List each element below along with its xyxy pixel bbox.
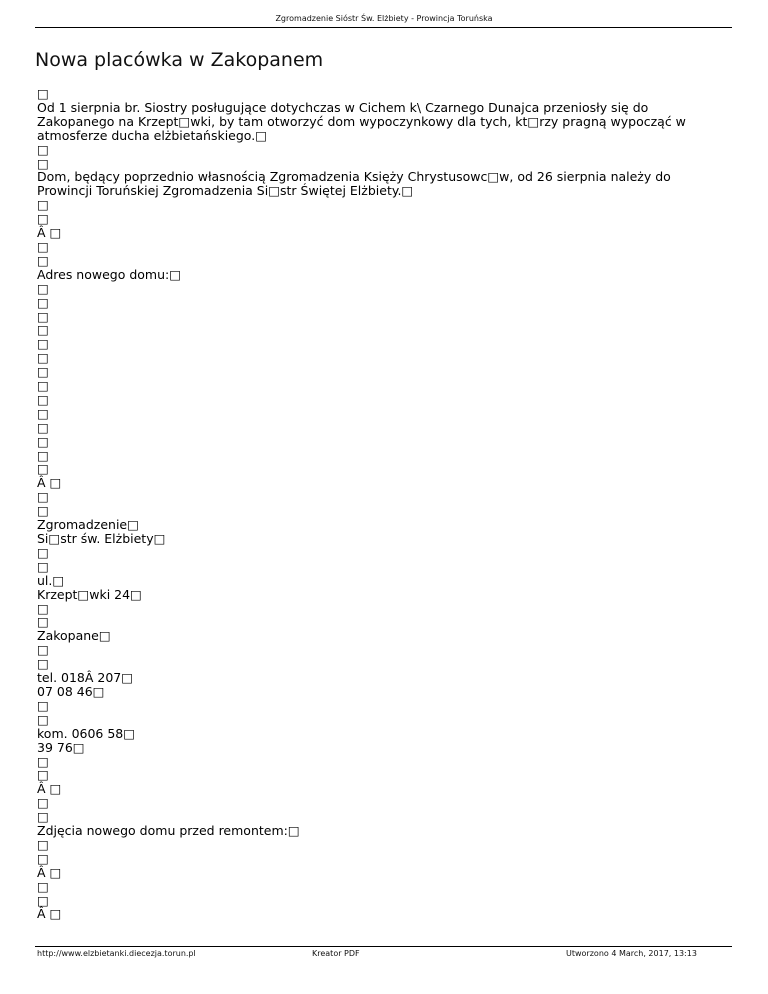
body-line: □ (37, 503, 49, 519)
body-line: Â □ (37, 906, 62, 922)
body-line: □ (37, 878, 49, 894)
body-line: □ (37, 419, 49, 435)
body-line: Zakopane□ (37, 628, 111, 644)
body-line: □ (37, 280, 49, 296)
body-line: □ (37, 211, 49, 227)
body-line: □ (37, 892, 49, 908)
body-line: □ (37, 155, 49, 171)
body-line: □ (37, 600, 49, 616)
body-line: □ (37, 391, 49, 407)
body-line: □ (37, 252, 49, 268)
body-line: □ (37, 308, 49, 324)
footer-generator: Kreator PDF (312, 949, 360, 958)
body-line: □ (37, 378, 49, 394)
body-line: tel. 018Â 207□ (37, 670, 134, 686)
body-line: □ (37, 544, 49, 560)
body-line: □ (37, 294, 49, 310)
footer-created-date: Utworzono 4 March, 2017, 13:13 (566, 949, 697, 958)
body-line: □ (37, 197, 49, 213)
body-line: □ (37, 767, 49, 783)
body-line: □ (37, 850, 49, 866)
body-line: Si□str św. Elżbiety□ (37, 531, 166, 546)
body-line: □ (37, 238, 49, 254)
body-line: □ (37, 86, 49, 101)
body-line: □ (37, 322, 49, 338)
body-line: □ (37, 433, 49, 449)
body-line: □ (37, 405, 49, 421)
body-line: Â □ (37, 475, 62, 491)
body-line: □ (37, 350, 49, 366)
body-line: Dom, będący poprzednio własnością Zgromadzenia Księży Chrystusowc□w, od 26 sierpnia należy do Prowincji Toruńskiej Zgromadzenia Si□str Świętej Elżbiety.□ (37, 169, 675, 199)
body-line: □ (37, 795, 49, 811)
body-line: □ (37, 614, 49, 630)
body-line: kom. 0606 58□ (37, 725, 136, 741)
body-line: □ (37, 656, 49, 672)
body-line: ul.□ (37, 572, 65, 588)
body-line: □ (37, 447, 49, 463)
body-line: Zdjęcia nowego domu przed remontem:□ (37, 823, 300, 839)
body-line: 07 08 46□ (37, 683, 105, 699)
body-line: □ (37, 364, 49, 380)
body-line: □ (37, 336, 49, 352)
body-line: □ (37, 642, 49, 658)
body-line: Â □ (37, 864, 62, 880)
article-title: Nowa placówka w Zakopanem (35, 48, 324, 71)
footer-url: http://www.elzbietanki.diecezja.torun.pl (37, 949, 196, 958)
body-line: □ (37, 836, 49, 852)
body-line: □ (37, 558, 49, 574)
body-line: Â □ (37, 781, 62, 797)
body-line: Krzept□wki 24□ (37, 586, 142, 602)
body-line: Od 1 sierpnia br. Siostry posługujące dotychczas w Cichem k\ Czarnego Dunajca przeniosły się do Zakopanego na Krzept□wki, by tam otworzyć dom wypoczynkowy dla tych, kt□rzy pragną wypocząć w atmosferze ducha elżbietańskiego.□ (37, 99, 690, 143)
body-line: □ (37, 489, 49, 505)
body-line: □ (37, 809, 49, 825)
page-header: Zgromadzenie Sióstr Św. Elżbiety - Prowincja Toruńska (275, 14, 493, 23)
body-line: Â □ (37, 225, 62, 241)
body-line: □ (37, 711, 49, 727)
body-line: 39 76□ (37, 739, 85, 755)
header-divider (35, 27, 732, 28)
article-body (37, 87, 727, 921)
body-line: □ (37, 697, 49, 713)
body-line: Adres nowego domu:□ (37, 266, 182, 282)
footer-divider (35, 946, 732, 947)
body-line: □ (37, 141, 49, 157)
body-line: □ (37, 461, 49, 477)
body-line: Zgromadzenie□ (37, 517, 139, 533)
body-line: □ (37, 753, 49, 769)
